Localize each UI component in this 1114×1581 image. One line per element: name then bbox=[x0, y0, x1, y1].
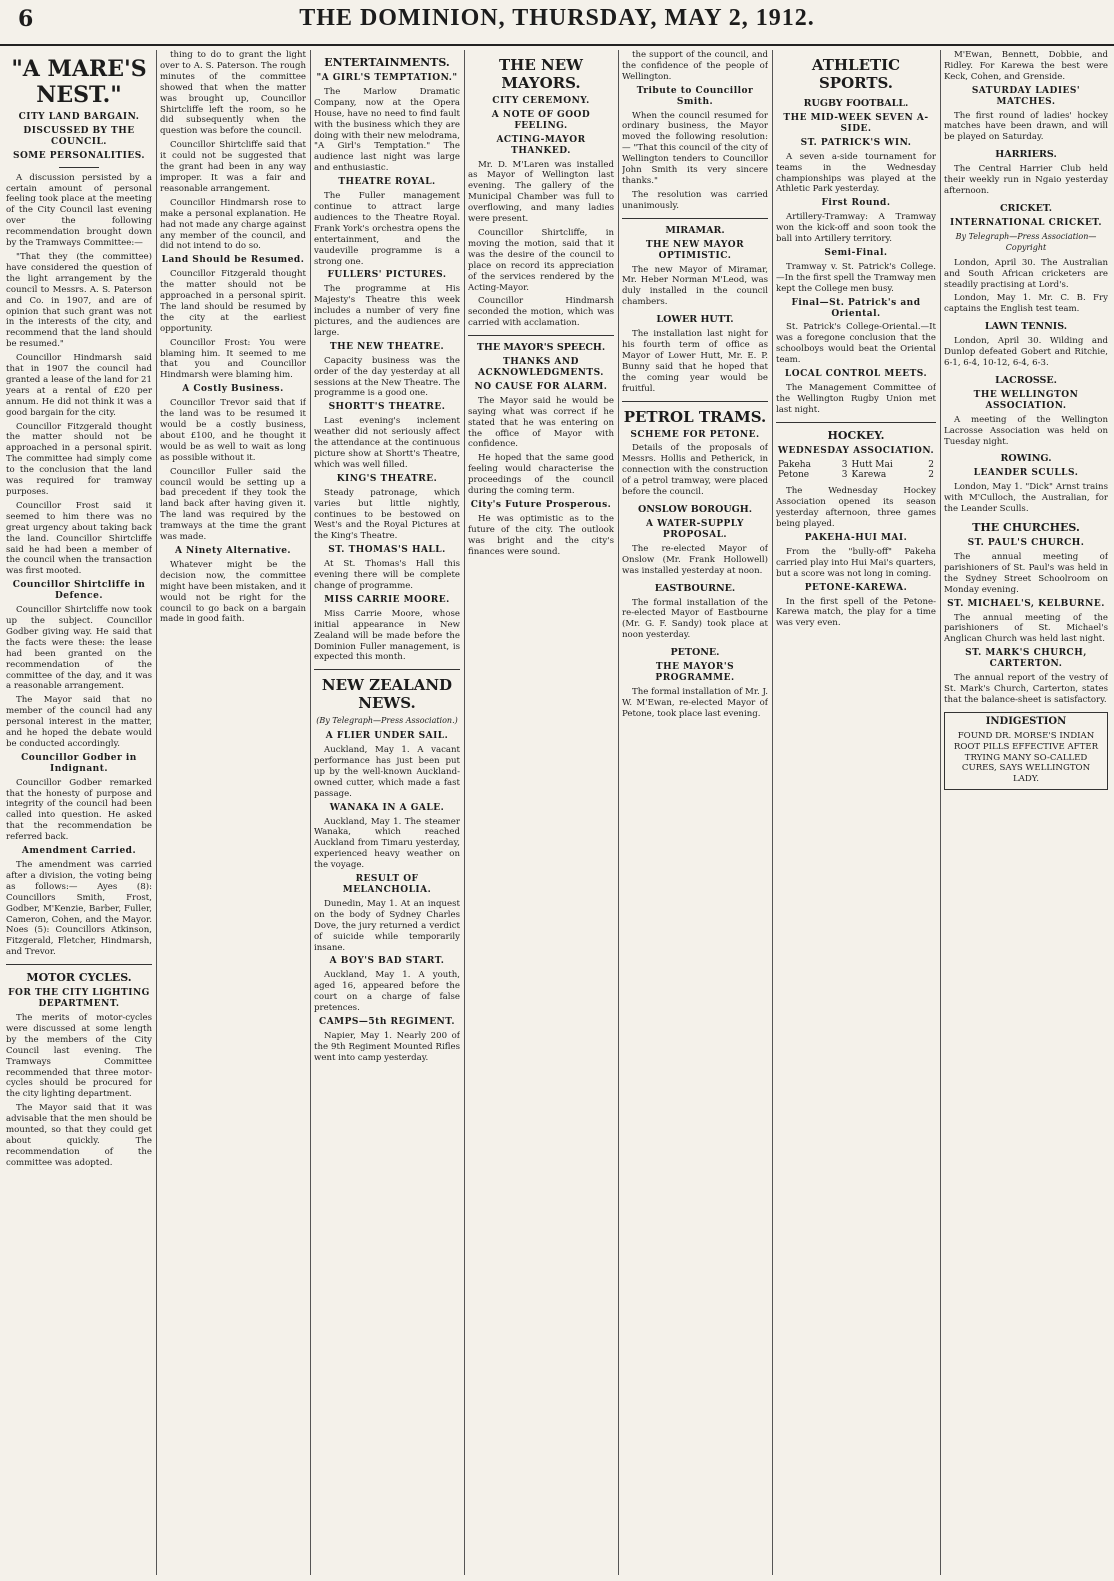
paragraph: Auckland, May 1. A youth, aged 16, appeared before the court on a charge of false pretences. bbox=[314, 970, 460, 1014]
paragraph: Councillor Godber remarked that the honesty of purpose and integrity of the council had been called into question. He asked that the recommendation be referred back. bbox=[6, 777, 152, 843]
deck: INTERNATIONAL CRICKET. bbox=[950, 217, 1102, 228]
headline-onslow: ONSLOW BOROUGH. bbox=[637, 504, 753, 515]
paragraph: Tramway v. St. Patrick's College.—In the first spell the Tramway men kept the College men busy. bbox=[776, 261, 936, 294]
news-title: A FLIER UNDER SAIL. bbox=[325, 731, 449, 742]
subhead: LOCAL CONTROL MEETS. bbox=[784, 369, 928, 380]
table-row bbox=[776, 460, 936, 471]
paragraph: He was optimistic as to the future of the city. The outlook was bright and the city's finances were sound. bbox=[468, 513, 614, 557]
paragraph: The installation last night for his fourth term of office as Mayor of Lower Hutt, Mr. E. P. Bunny said that he hoped that the coming year would be fruitful. bbox=[622, 329, 768, 394]
paragraph: Councillor Fuller said the council would be setting up a bad precedent if they took the land back after having given it. The land was required by the tramways at the time the grant was made. bbox=[160, 466, 306, 543]
paragraph: Capacity business was the order of the day yesterday at all sessions at the New Theatre. The programme is a good one. bbox=[314, 355, 460, 399]
paragraph: The Mayor said he would be saying what was correct if he stated that he was entering on the office of Mayor with confidence. bbox=[468, 395, 614, 450]
column-5 bbox=[622, 50, 768, 1575]
paragraph: Mr. D. M'Laren was installed as Mayor of Wellington last evening. The gallery of the Municipal Chamber was full to overflowing, and many ladies were present. bbox=[468, 159, 614, 225]
score: 3 bbox=[841, 470, 848, 481]
paragraph: The new Mayor of Miramar, Mr. Heber Norman M'Leod, was duly installed in the council chambers. bbox=[622, 264, 768, 308]
deck: ST. PAUL'S CHURCH. bbox=[967, 538, 1085, 549]
paragraph: London, May 1. "Dick" Arnst trains with M'Culloch, the Australian, for the Leander Sculls. bbox=[944, 482, 1108, 515]
paragraph: Last evening's inclement weather did not seriously affect the attendance at the continuous picture show at Shortt's Theatre, which was well filled. bbox=[314, 416, 460, 470]
advertisement bbox=[944, 712, 1108, 790]
byline: (By Telegraph—Press Association.) bbox=[316, 716, 458, 726]
deck: LEANDER SCULLS. bbox=[973, 468, 1079, 479]
paragraph: The amendment was carried after a division, the voting being as follows:— Ayes (8): Councillors Smith, Frost, Godber, M'Kenzie, Barber, Fuller, Cameron, Cohen, and the Mayor. Noes (5): Councillors Atkinson, Fitzgerald, Fletcher, Hindmarsh, and Trevor. bbox=[6, 860, 152, 958]
paragraph: Artillery-Tramway: A Tramway won the kick-off and soon took the ball into Artillery territory. bbox=[776, 212, 936, 245]
paragraph: The Mayor said that it was advisable that the men should be mounted, so that they could get about quickly. The recommendation of the committee was adopted. bbox=[6, 1103, 152, 1168]
paragraph: The Central Harrier Club held their weekly run in Ngaio yesterday afternoon. bbox=[944, 164, 1108, 197]
column-6 bbox=[776, 50, 936, 1575]
paragraph: M'Ewan, Bennett, Dobbie, and Ridley. For Karewa the best were Keck, Cohen, and Grenside. bbox=[944, 50, 1108, 82]
entertainment-title: THEATRE ROYAL. bbox=[338, 177, 436, 188]
headline-cricket: CRICKET. bbox=[999, 202, 1053, 214]
deck: THE MID-WEEK SEVEN A-SIDE. bbox=[783, 113, 929, 134]
masthead bbox=[0, 0, 1114, 46]
paragraph: Councillor Shirtcliffe, in moving the motion, said that it was the desire of the council to place on record its appreciation of the services rendered by the Acting-Mayor. bbox=[468, 227, 614, 293]
headline-athletic-sports: ATHLETIC SPORTS. bbox=[811, 56, 901, 92]
entertainment-title: FULLERS' PICTURES. bbox=[327, 270, 447, 281]
table-row bbox=[776, 470, 936, 481]
headline-eastbourne: EASTBOURNE. bbox=[654, 582, 736, 594]
subhead: City's Future Prosperous. bbox=[470, 500, 612, 510]
column-3 bbox=[314, 50, 460, 1575]
headline-tennis: LAWN TENNIS. bbox=[984, 321, 1068, 333]
paragraph: The Wednesday Hockey Association opened its season yesterday afternoon, three games being played. bbox=[776, 486, 936, 530]
paragraph: Councillor Hindmarsh seconded the motion, which was carried with acclamation. bbox=[468, 296, 614, 329]
paragraph: the support of the council, and the confidence of the people of Wellington. bbox=[622, 50, 768, 82]
entertainment-title: SHORTT'S THEATRE. bbox=[328, 402, 446, 413]
paragraph: The resolution was carried unanimously. bbox=[622, 189, 768, 211]
team: Petone bbox=[778, 470, 810, 481]
deck-city-ceremony: CITY CEREMONY. bbox=[492, 96, 590, 106]
subhead: Semi-Final. bbox=[824, 247, 888, 258]
entertainment-title: THE NEW THEATRE. bbox=[329, 341, 445, 352]
paragraph: Councillor Trevor said that if the land was to be resumed it would be a costly business, about £100, and he thought it would be as well to wait as long as possible without it. bbox=[160, 398, 306, 463]
subhead: SATURDAY LADIES' MATCHES. bbox=[971, 85, 1081, 107]
byline: By Telegraph—Press Association—Copyright bbox=[955, 231, 1097, 252]
team: Pakeha bbox=[778, 459, 811, 470]
deck: ST. MICHAEL'S, KELBURNE. bbox=[947, 598, 1105, 609]
headline-lower-hutt: LOWER HUTT. bbox=[656, 314, 734, 326]
subhead: Amendment Carried. bbox=[21, 846, 137, 857]
headline-mayor-speech: THE MAYOR'S SPEECH. bbox=[476, 342, 606, 354]
headline-harriers: HARRIERS. bbox=[995, 149, 1057, 161]
team: Hutt Mai bbox=[851, 459, 893, 470]
headline-petone: PETONE. bbox=[670, 647, 720, 659]
subhead: Councillor Godber in Indignant. bbox=[21, 752, 137, 774]
paragraph: London, May 1. Mr. C. B. Fry captains the English test team. bbox=[944, 293, 1108, 315]
paragraph: The programme at His Majesty's Theatre this week includes a number of very fine pictures, and the audiences are large. bbox=[314, 284, 460, 338]
deck-discussed: DISCUSSED BY THE COUNCIL. bbox=[23, 125, 135, 147]
deck-no-alarm: NO CAUSE FOR ALARM. bbox=[474, 381, 608, 392]
subhead: Land Should be Resumed. bbox=[161, 255, 305, 266]
paragraph: Councillor Frost: You were blaming him. It seemed to me that you and Councillor Hindmarsh were blaming him. bbox=[160, 337, 306, 381]
score: 2 bbox=[928, 470, 934, 481]
paragraph: The Management Committee of the Wellington Rugby Union met last night. bbox=[776, 382, 936, 415]
paragraph: Dunedin, May 1. At an inquest on the body of Sydney Charles Dove, the jury returned a verdict of suicide while temporarily insane. bbox=[314, 898, 460, 953]
paragraph: The Marlow Dramatic Company, now at the Opera House, have no need to find fault with the business which they are doing with their new melodrama, "A Girl's Temptation." The audience last night was large and enthusiastic. bbox=[314, 86, 460, 174]
paragraph: "That they (the committee) have considered the question of the light arrangement by the council to Messrs. A. S. Paterson and Co. in 1907, and are of opinion that such grant was not in the interests of the city, and recommend that the land should be resumed." bbox=[6, 251, 152, 350]
deck: SCHEME FOR PETONE. bbox=[630, 429, 760, 440]
page-number: 6 bbox=[18, 6, 34, 32]
paragraph: Napier, May 1. Nearly 200 of the 9th Regiment Mounted Rifles went into camp yesterday. bbox=[314, 1030, 460, 1063]
deck-lighting: FOR THE CITY LIGHTING DEPARTMENT. bbox=[8, 988, 150, 1010]
headline-miramar: MIRAMAR. bbox=[665, 224, 725, 236]
paragraph: Councillor Shirtcliffe said that it could not be suggested that the grant had been in any way improper. It was a fair and reasonable arrangement. bbox=[160, 140, 306, 194]
subhead: Councillor Shirtcliffe in Defence. bbox=[12, 580, 146, 602]
subhead: Final—St. Patrick's and Oriental. bbox=[791, 297, 921, 319]
subhead: A Ninety Alternative. bbox=[174, 545, 292, 556]
subhead: PETONE-KAREWA. bbox=[804, 582, 908, 593]
paragraph: Details of the proposals of Messrs. Hollis and Petherick, in connection with the construction of a petrol tramway, were placed before the council. bbox=[622, 443, 768, 498]
headline-nz-news: NEW ZEALAND NEWS. bbox=[321, 676, 453, 713]
paragraph: thing to do to grant the light over to A. S. Paterson. The rough minutes of the committee showed that when the matter was brought up, Councillor Shirtcliffe left the room, so he did subsequently when the question was before the council. bbox=[160, 50, 306, 137]
paragraph: He hoped that the same good feeling would characterise the proceedings of the council during the coming term. bbox=[468, 453, 614, 497]
subhead: First Round. bbox=[821, 198, 891, 209]
entertainment-title: ST. THOMAS'S HALL. bbox=[328, 545, 446, 556]
subhead: A Costly Business. bbox=[182, 384, 284, 395]
paragraph: When the council resumed for ordinary business, the Mayor moved the following resolution:— "That this council of the city of Wellington tenders to Councillor John Smith its very sincere thanks." bbox=[622, 110, 768, 186]
paragraph: St. Patrick's College-Oriental.—It was a foregone conclusion that the schoolboys would beat the Oriental team. bbox=[776, 322, 936, 366]
news-title: A BOY'S BAD START. bbox=[329, 956, 445, 967]
paragraph: Councillor Fitzgerald thought the matter should not be approached in a personal spirit. The committee had simply come to the conclusion that the land was required for tramway purposes. bbox=[6, 421, 152, 497]
paragraph: Councillor Hindmarsh rose to make a personal explanation. He had not made any charge against any member of the council, and did not intend to do so. bbox=[160, 197, 306, 252]
paragraph: The formal installation of the re-elected Mayor of Eastbourne (Mr. G. F. Sandy) took place at noon yesterday. bbox=[622, 597, 768, 641]
paragraph: The formal installation of Mr. J. W. M'Ewan, re-elected Mayor of Petone, took place last evening. bbox=[622, 686, 768, 719]
entertainment-title: KING'S THEATRE. bbox=[336, 473, 438, 484]
headline-churches: THE CHURCHES. bbox=[972, 521, 1080, 535]
paragraph: Councillor Frost said it seemed to him there was no great urgency about taking back the land. Councillor Shirtcliffe said he had been a member of the council when the transaction was first mooted. bbox=[6, 500, 152, 577]
deck: THE NEW MAYOR OPTIMISTIC. bbox=[645, 239, 745, 261]
deck-land-bargain: CITY LAND BARGAIN. bbox=[18, 112, 140, 122]
headline-hockey: HOCKEY. bbox=[827, 428, 885, 442]
hockey-scores bbox=[776, 460, 936, 482]
headline-new-mayors: THE NEW MAYORS. bbox=[499, 56, 583, 92]
news-title: CAMPS—5th REGIMENT. bbox=[319, 1016, 455, 1027]
headline-motor-cycles: MOTOR CYCLES. bbox=[26, 971, 132, 985]
deck: A WATER-SUPPLY PROPOSAL. bbox=[646, 519, 744, 540]
paragraph: The annual meeting of parishioners of St. Paul's was held in the Sydney Street Schoolroom on Monday evening. bbox=[944, 552, 1108, 595]
deck: WEDNESDAY ASSOCIATION. bbox=[777, 445, 935, 456]
paragraph: Councillor Fitzgerald thought the matter should not be approached in a personal spirit. The land should be resumed by the city at the earliest opportunity. bbox=[160, 269, 306, 334]
paragraph: A seven a-side tournament for teams in the Wednesday championships was played at the Athletic Park yesterday. bbox=[776, 151, 936, 195]
column-4 bbox=[468, 50, 614, 1575]
paragraph: The first round of ladies' hockey matches have been drawn, and will be played on Saturday. bbox=[944, 110, 1108, 143]
news-title: WANAKA IN A GALE. bbox=[329, 802, 445, 813]
deck: ST. PATRICK'S WIN. bbox=[800, 137, 912, 148]
paragraph: The annual meeting of the parishioners of St. Michael's Anglican Church was held last night. bbox=[944, 612, 1108, 645]
deck-personalities: SOME PERSONALITIES. bbox=[12, 150, 146, 161]
paragraph: Councillor Hindmarsh said that in 1907 the council had granted a lease of the land for 21 years at a rental of £20 per annum. He did not think it was a good bargain for the city. bbox=[6, 353, 152, 418]
headline-entertainments: ENTERTAINMENTS. bbox=[324, 56, 450, 69]
paragraph: Auckland, May 1. A vacant performance has just been put up by the well-known Auckland-owned cutter, which made a fast passage. bbox=[314, 745, 460, 799]
paragraph: London, April 30. The Australian and South African cricketers are steadily practising at Lord's. bbox=[944, 257, 1108, 290]
score: 3 bbox=[841, 459, 848, 470]
paragraph: Miss Carrie Moore, whose initial appearance in New Zealand will be made before the Dominion Fuller management, is expected this month. bbox=[314, 608, 460, 663]
headline-mares-nest: "A MARE'S NEST." bbox=[11, 56, 147, 108]
entertainment-title: "A GIRL'S TEMPTATION." bbox=[316, 73, 458, 83]
paragraph: Whatever might be the decision now, the committee might have been mistaken, and it would not be right for the council to go back on a bargain made in good faith. bbox=[160, 559, 306, 625]
paragraph: The annual report of the vestry of St. Mark's Church, Carterton, states that the balance-sheet is satisfactory. bbox=[944, 673, 1108, 705]
paragraph: At St. Thomas's Hall this evening there will be complete change of programme. bbox=[314, 559, 460, 591]
deck: ST. MARK'S CHURCH, CARTERTON. bbox=[965, 648, 1087, 670]
deck: THE WELLINGTON ASSOCIATION. bbox=[973, 389, 1079, 411]
deck-thanks: THANKS AND ACKNOWLEDGMENTS. bbox=[478, 357, 604, 379]
entertainment-title: MISS CARRIE MOORE. bbox=[324, 594, 450, 605]
paragraph: The merits of motor-cycles were discussed at some length by the members of the City Council last evening. The Tramways Committee recommended that three motor-cycles should be procured for the city lighting department. bbox=[6, 1012, 152, 1100]
deck-acting-mayor: ACTING-MAYOR THANKED. bbox=[496, 134, 586, 156]
paragraph: A discussion persisted by a certain amount of personal feeling took place at the meeting of the City Council last evening over the following recommendation brought down by the Tramways Committee:— bbox=[6, 172, 152, 249]
paragraph: In the first spell of the Petone-Karewa match, the play for a time was very even. bbox=[776, 596, 936, 629]
ad-title: INDIGESTION bbox=[985, 715, 1067, 727]
deck: THE MAYOR'S PROGRAMME. bbox=[655, 662, 735, 684]
paragraph: A meeting of the Wellington Lacrosse Association was held on Tuesday night. bbox=[944, 414, 1108, 447]
deck-good-feeling: A NOTE OF GOOD FEELING. bbox=[491, 109, 591, 131]
column-1 bbox=[6, 50, 152, 1575]
team: Karewa bbox=[851, 470, 887, 481]
paragraph: From the "bully-off" Pakeha carried play into Hui Mai's quarters, but a score was not long in coming. bbox=[776, 546, 936, 579]
paragraph: Councillor Shirtcliffe now took up the subject. Councillor Godber giving way. He said that the facts were these: the lease had been granted on the recommendation of the committee of the day, and it was a reasonable arrangement. bbox=[6, 605, 152, 692]
paragraph: Auckland, May 1. The steamer Wanaka, which reached Auckland from Timaru yesterday, experienced heavy weather on the voyage. bbox=[314, 816, 460, 871]
newspaper-title: THE DOMINION, THURSDAY, MAY 2, 1912. bbox=[299, 5, 815, 31]
paragraph: The Mayor said that no member of the council had any personal interest in the matter, and he hoped the debate would be conducted accordingly. bbox=[6, 695, 152, 749]
paragraph: Steady patronage, which varies but little nightly, continues to be bestowed on West's and the Royal Pictures at the King's Theatre. bbox=[314, 487, 460, 542]
headline-rugby: RUGBY FOOTBALL. bbox=[803, 98, 909, 109]
headline-rowing: ROWING. bbox=[1000, 453, 1052, 465]
paragraph: The Fuller management continue to attract large audiences to the Theatre Royal. Frank York's orchestra opens the entertainment, and the vaudeville programme is a strong one. bbox=[314, 191, 460, 267]
ad-text: FOUND DR. MORSE'S INDIAN ROOT PILLS EFFECTIVE AFTER TRYING MANY SO-CALLED CURES, SAYS WELLINGTON LADY. bbox=[953, 730, 1099, 785]
subhead: Tribute to Councillor Smith. bbox=[636, 85, 754, 107]
score: 2 bbox=[928, 459, 934, 470]
paragraph: London, April 30. Wilding and Dunlop defeated Gobert and Ritchie, 6-1, 6-4, 10-12, 6-4, 6-3. bbox=[944, 336, 1108, 369]
news-title: RESULT OF MELANCHOLIA. bbox=[342, 874, 432, 895]
paragraph: The re-elected Mayor of Onslow (Mr. Frank Hollowell) was installed yesterday at noon. bbox=[622, 543, 768, 576]
column-2 bbox=[160, 50, 306, 1575]
headline-lacrosse: LACROSSE. bbox=[995, 374, 1057, 386]
subhead: PAKEHA-HUI MAI. bbox=[804, 533, 908, 543]
column-7 bbox=[944, 50, 1108, 1575]
headline-petrol-trams: PETROL TRAMS. bbox=[623, 407, 767, 426]
